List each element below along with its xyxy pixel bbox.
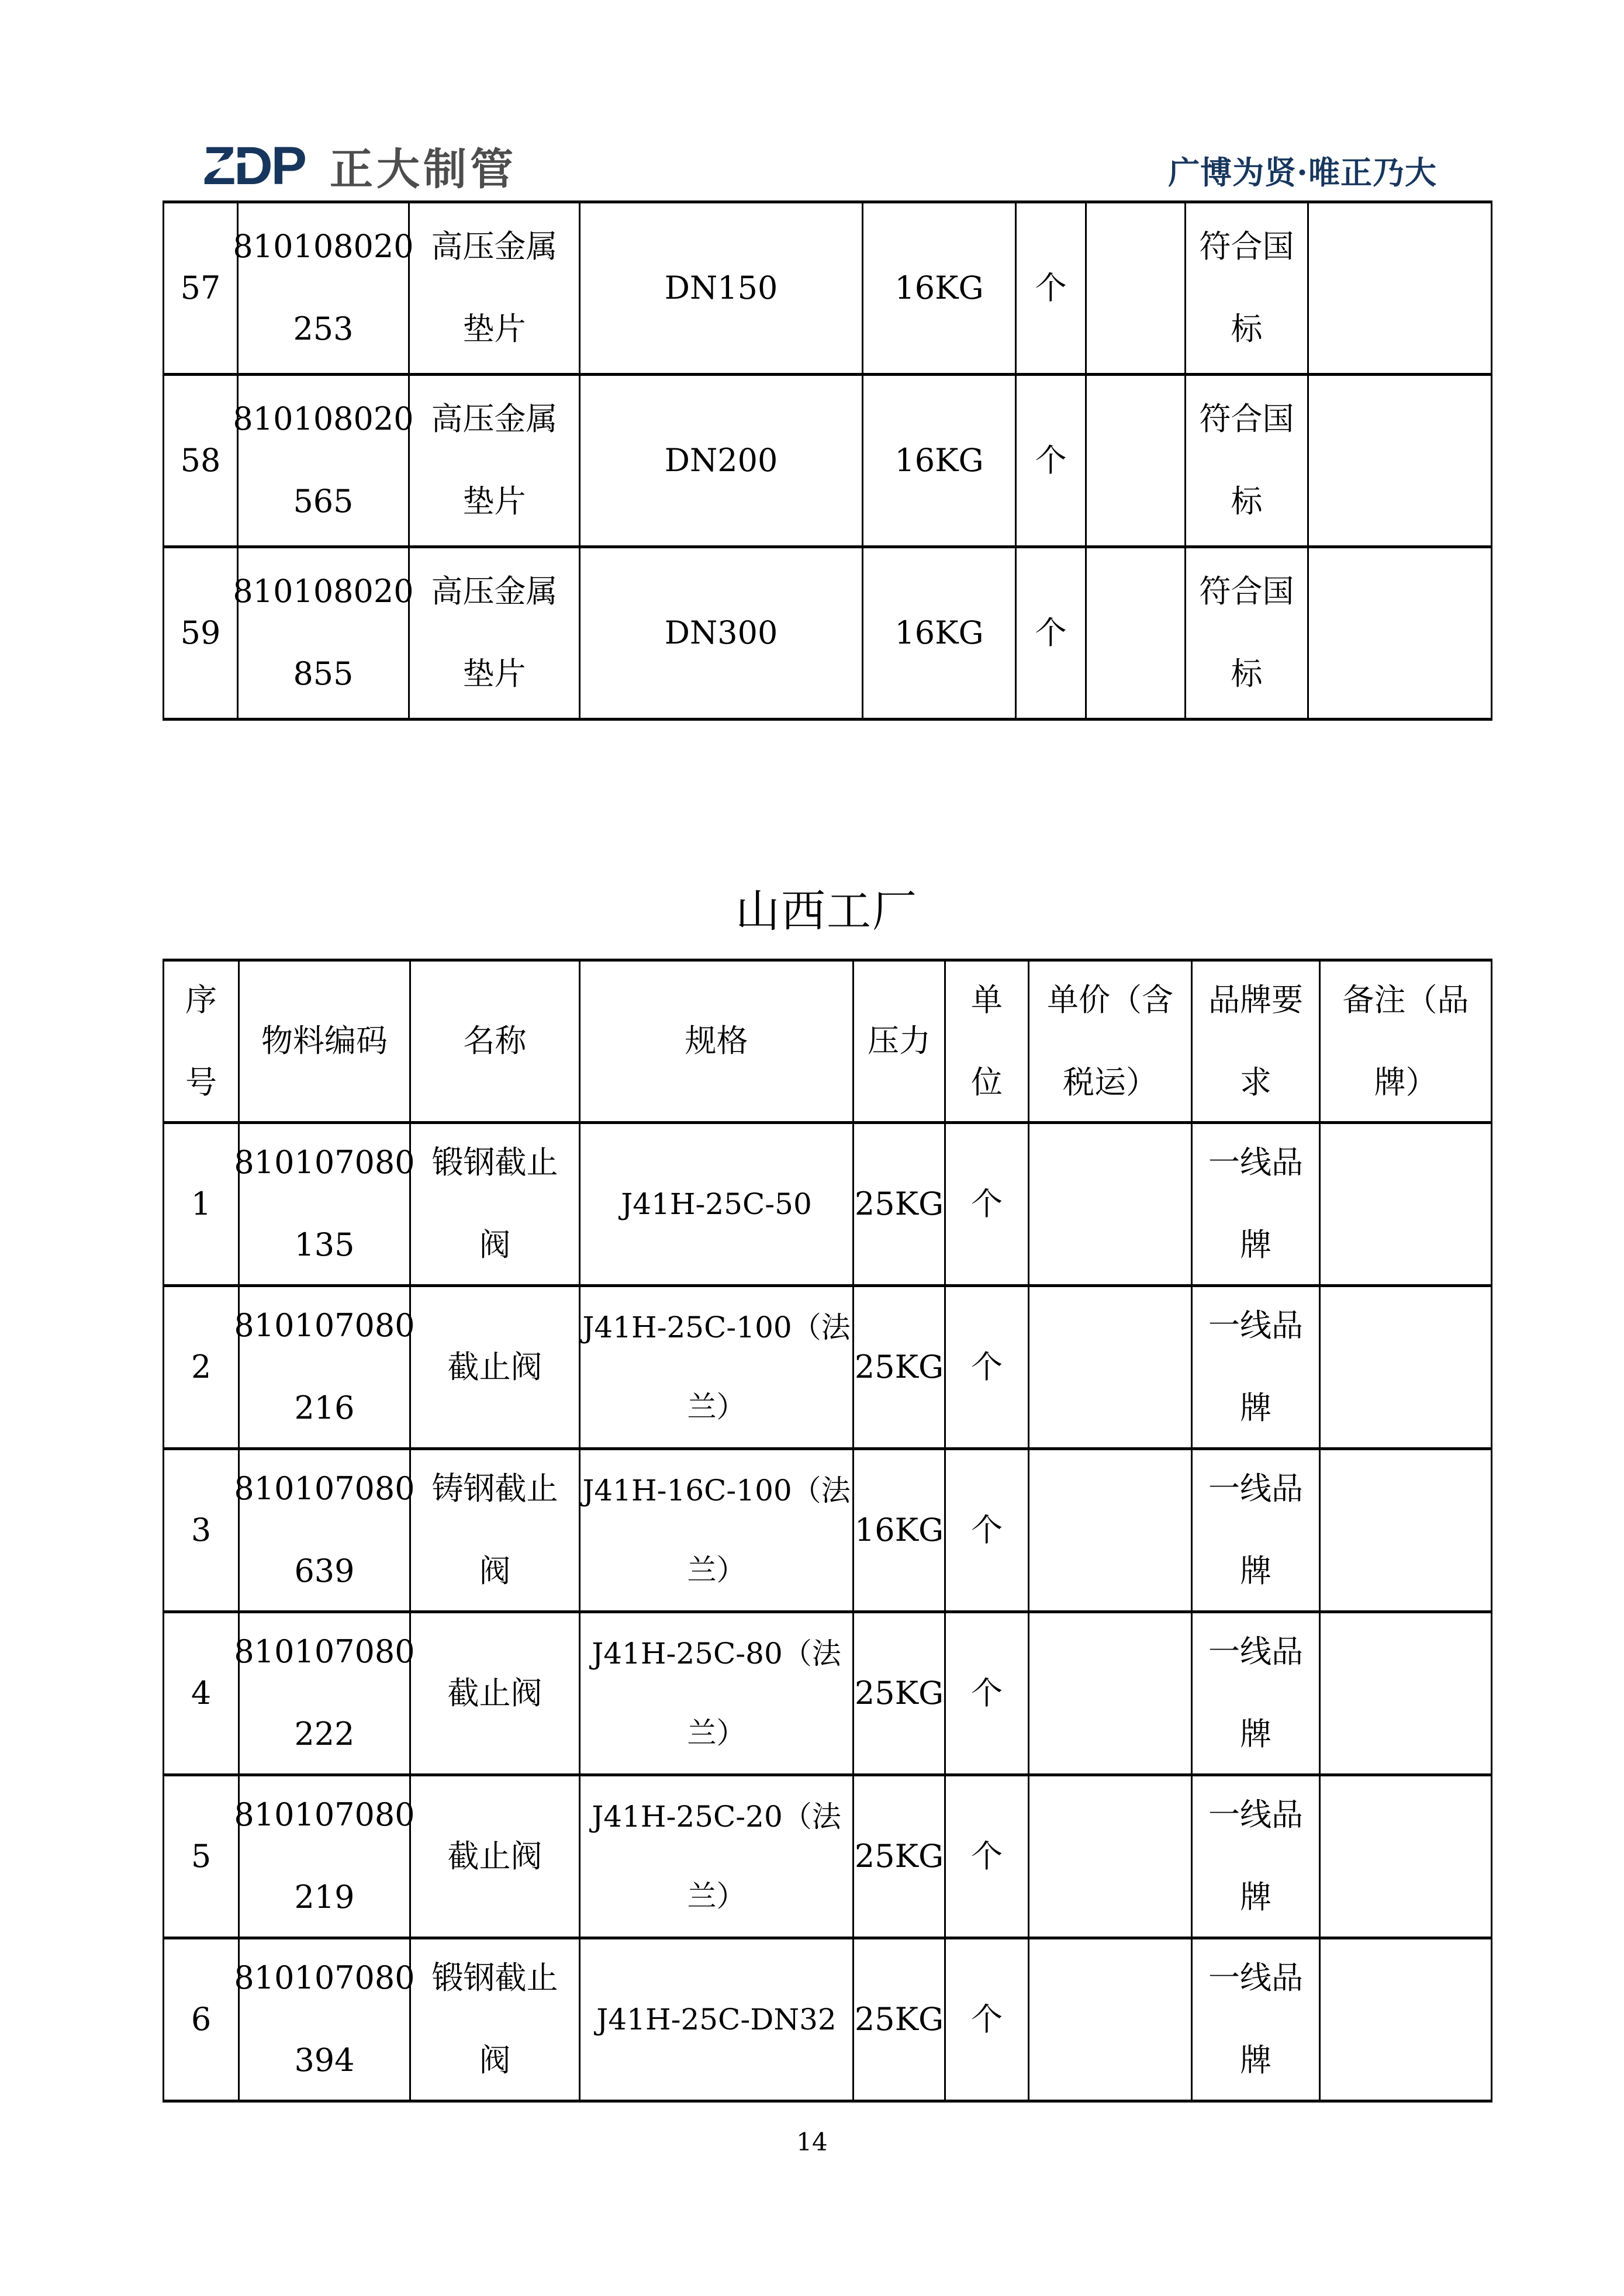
cell-line: 810107080 xyxy=(234,1144,415,1181)
cell-price xyxy=(1029,1449,1192,1612)
cell-code xyxy=(234,1286,415,1449)
cell-line: 兰） xyxy=(687,1879,746,1913)
cell-spec xyxy=(580,1775,854,1938)
cell-header-code xyxy=(239,960,410,1123)
cell-line: 阀 xyxy=(479,1552,511,1589)
cell-spec xyxy=(580,1612,854,1775)
cell-line: 符合国 xyxy=(1199,228,1294,265)
cell-line: 名称 xyxy=(463,1022,527,1060)
cell-spec xyxy=(580,375,863,547)
cell-line: 个 xyxy=(971,1511,1003,1548)
cell-pressure xyxy=(854,1775,945,1938)
cell-brand xyxy=(1192,1449,1320,1612)
cell-line: J41H-25C-50 xyxy=(621,1187,812,1221)
cell-line: 135 xyxy=(294,1226,355,1263)
cell-header-unit xyxy=(945,960,1029,1123)
cell-line: 一线品 xyxy=(1208,1633,1303,1671)
cell-line: 垫片 xyxy=(462,310,526,347)
cell-line: 标 xyxy=(1231,655,1263,692)
cell-line: 16KG xyxy=(894,269,984,306)
cell-line: 16KG xyxy=(894,614,984,651)
cell-line: 截止阀 xyxy=(447,1348,543,1385)
cell-line: 57 xyxy=(180,269,221,306)
cell-header-brand xyxy=(1192,960,1320,1123)
cell-pressure xyxy=(854,1938,945,2101)
cell-seq xyxy=(164,1938,239,2101)
cell-note xyxy=(1320,1775,1492,1938)
cell-line: 兰） xyxy=(687,1390,746,1424)
cell-line: 个 xyxy=(971,1185,1003,1222)
cell-spec xyxy=(580,202,863,375)
cell-line: 截止阀 xyxy=(447,1674,543,1711)
cell-seq xyxy=(164,1449,239,1612)
cell-line: 高压金属 xyxy=(431,228,558,265)
cell-unit xyxy=(1016,547,1086,720)
cell-line: 6 xyxy=(191,2000,212,2038)
cell-seq xyxy=(164,375,238,547)
cell-line: 牌 xyxy=(1240,1552,1271,1589)
table-row xyxy=(164,547,1492,720)
cell-seq xyxy=(164,1286,239,1449)
cell-pressure xyxy=(863,202,1016,375)
cell-line: 253 xyxy=(293,310,354,347)
cell-spec xyxy=(580,1286,854,1449)
cell-code xyxy=(234,1775,415,1938)
cell-line: 号 xyxy=(185,1063,217,1101)
cell-line: 个 xyxy=(971,1348,1003,1385)
cell-line: 25KG xyxy=(854,1348,944,1385)
cell-code xyxy=(234,1123,415,1286)
cell-seq xyxy=(164,1123,239,1286)
cell-line: 个 xyxy=(971,2000,1003,2038)
cell-line: 税运） xyxy=(1063,1063,1157,1101)
cell-brand xyxy=(1192,1775,1320,1938)
cell-brand xyxy=(1186,202,1308,375)
cell-price xyxy=(1029,1775,1192,1938)
cell-line: 兰） xyxy=(687,1553,746,1587)
cell-name xyxy=(410,1123,580,1286)
cell-name xyxy=(410,1612,580,1775)
cell-line: 符合国 xyxy=(1199,400,1294,438)
cell-spec xyxy=(580,1449,854,1612)
table-row xyxy=(164,375,1492,547)
cell-line: 810108020 xyxy=(233,228,414,265)
cell-line: 截止阀 xyxy=(447,1837,543,1875)
cell-line: 394 xyxy=(294,2042,355,2079)
cell-code xyxy=(234,1449,415,1612)
cell-line: 一线品 xyxy=(1208,1796,1303,1834)
cell-line: 牌 xyxy=(1240,1389,1271,1426)
cell-line: 垫片 xyxy=(462,655,526,692)
cell-code xyxy=(234,1612,415,1775)
cell-pressure xyxy=(863,375,1016,547)
cell-line: 4 xyxy=(191,1674,212,1711)
cell-note xyxy=(1320,1123,1492,1286)
cell-brand xyxy=(1192,1938,1320,2101)
cell-line: 810107080 xyxy=(234,1959,415,1997)
cell-line: 855 xyxy=(293,655,354,692)
cell-line: 25KG xyxy=(854,1837,944,1875)
cell-unit xyxy=(945,1286,1029,1449)
cell-header-price xyxy=(1029,960,1192,1123)
page-number: 14 xyxy=(796,2128,828,2156)
cell-unit xyxy=(1016,375,1086,547)
cell-line: 个 xyxy=(1035,614,1067,651)
cell-pressure xyxy=(863,547,1016,720)
cell-line: 810107080 xyxy=(234,1633,415,1671)
cell-header-pressure xyxy=(854,960,945,1123)
cell-price xyxy=(1029,1612,1192,1775)
cell-line: 810107080 xyxy=(234,1307,415,1344)
cell-line: 规格 xyxy=(685,1022,748,1060)
cell-name xyxy=(410,1775,580,1938)
cell-header-note xyxy=(1320,960,1492,1123)
cell-note xyxy=(1320,1449,1492,1612)
cell-code xyxy=(233,202,414,375)
cell-line: 216 xyxy=(294,1389,355,1426)
cell-note xyxy=(1308,547,1492,720)
cell-line: 求 xyxy=(1240,1063,1271,1101)
cell-line: 物料编码 xyxy=(261,1022,388,1060)
cell-line: 锻钢截止 xyxy=(431,1144,558,1181)
cell-price xyxy=(1086,547,1186,720)
cell-line: 565 xyxy=(293,483,354,520)
section-title: 山西工厂 xyxy=(735,885,918,937)
cell-line: J41H-16C-100（法 xyxy=(582,1473,851,1507)
cell-line: 2 xyxy=(191,1348,212,1385)
cell-line: 个 xyxy=(1035,441,1067,479)
cell-line: 5 xyxy=(191,1837,212,1875)
cell-pressure xyxy=(854,1123,945,1286)
cell-line: 59 xyxy=(180,614,221,651)
zdp-logo-icon xyxy=(203,136,305,196)
cell-seq xyxy=(164,1775,239,1938)
cell-line: 810107080 xyxy=(234,1796,415,1834)
cell-price xyxy=(1029,1123,1192,1286)
cell-unit xyxy=(945,1123,1029,1286)
cell-unit xyxy=(945,1938,1029,2101)
table-row xyxy=(164,1123,1492,1286)
cell-header-spec xyxy=(580,960,854,1123)
cell-brand xyxy=(1186,375,1308,547)
cell-code xyxy=(233,375,414,547)
cell-line: 标 xyxy=(1231,310,1263,347)
cell-line: 标 xyxy=(1231,483,1263,520)
table-row xyxy=(164,1449,1492,1612)
cell-line: 牌 xyxy=(1240,1226,1271,1263)
cell-line: 高压金属 xyxy=(431,400,558,438)
cell-line: 16KG xyxy=(894,441,984,479)
table-row xyxy=(164,1938,1492,2101)
table-row xyxy=(164,1612,1492,1775)
cell-name xyxy=(409,202,580,375)
cell-seq xyxy=(164,1612,239,1775)
cell-line: 兰） xyxy=(687,1716,746,1750)
cell-line: 一线品 xyxy=(1208,1144,1303,1181)
cell-line: 铸钢截止 xyxy=(431,1470,558,1507)
cell-line: 639 xyxy=(294,1552,355,1589)
cell-seq xyxy=(164,202,238,375)
cell-line: 牌） xyxy=(1374,1063,1438,1101)
zdp-logo-text: ZDP xyxy=(203,136,305,196)
cell-line: 牌 xyxy=(1240,1879,1271,1915)
cell-line: 阀 xyxy=(479,1226,511,1263)
cell-spec xyxy=(580,1938,854,2101)
cell-price xyxy=(1086,202,1186,375)
cell-name xyxy=(409,547,580,720)
cell-note xyxy=(1308,375,1492,547)
cell-line: 位 xyxy=(971,1063,1003,1101)
table-row xyxy=(164,202,1492,375)
cell-line: DN200 xyxy=(664,441,778,479)
company-logo xyxy=(203,136,517,196)
cell-brand xyxy=(1192,1286,1320,1449)
cell-note xyxy=(1320,1612,1492,1775)
cell-line: 压力 xyxy=(868,1022,931,1060)
cell-line: 3 xyxy=(191,1511,212,1548)
cell-name xyxy=(410,1449,580,1612)
cell-name xyxy=(410,1286,580,1449)
table-row xyxy=(164,1775,1492,1938)
cell-price xyxy=(1086,375,1186,547)
cell-line: DN300 xyxy=(664,614,778,651)
company-name: 正大制管 xyxy=(330,145,517,193)
cell-line: 16KG xyxy=(854,1511,944,1548)
cell-price xyxy=(1029,1938,1192,2101)
cell-line: 810108020 xyxy=(233,400,414,438)
cell-unit xyxy=(1016,202,1086,375)
cell-line: J41H-25C-100（法 xyxy=(582,1310,851,1344)
cell-brand xyxy=(1186,547,1308,720)
cell-pressure xyxy=(854,1612,945,1775)
cell-line: 高压金属 xyxy=(431,573,558,610)
cell-spec xyxy=(580,1123,854,1286)
cell-line: 219 xyxy=(294,1879,355,1915)
cell-pressure xyxy=(854,1286,945,1449)
cell-line: 序 xyxy=(185,981,217,1018)
cell-line: 品牌要 xyxy=(1208,981,1303,1018)
cell-line: 单 xyxy=(971,981,1003,1018)
cell-line: 牌 xyxy=(1240,1716,1271,1752)
table-header-row xyxy=(164,960,1492,1123)
cell-pressure xyxy=(854,1449,945,1612)
table-row xyxy=(164,1286,1492,1449)
cell-unit xyxy=(945,1449,1029,1612)
cell-price xyxy=(1029,1286,1192,1449)
cell-line: 个 xyxy=(971,1674,1003,1711)
cell-line: J41H-25C-DN32 xyxy=(596,2002,837,2036)
cell-header-seq xyxy=(164,960,239,1123)
cell-line: 备注（品 xyxy=(1342,981,1469,1018)
cell-note xyxy=(1308,202,1492,375)
cell-line: 25KG xyxy=(854,2000,944,2038)
cell-code xyxy=(233,547,414,720)
cell-note xyxy=(1320,1938,1492,2101)
cell-line: DN150 xyxy=(664,269,778,306)
cell-line: 222 xyxy=(294,1716,355,1752)
cell-name xyxy=(410,1938,580,2101)
cell-code xyxy=(234,1938,415,2101)
gasket-table-continuation xyxy=(163,200,1492,721)
cell-unit xyxy=(945,1775,1029,1938)
cell-line: J41H-25C-80（法 xyxy=(592,1636,841,1671)
cell-line: 810108020 xyxy=(233,573,414,610)
cell-spec xyxy=(580,547,863,720)
cell-unit xyxy=(945,1612,1029,1775)
cell-brand xyxy=(1192,1123,1320,1286)
cell-line: 一线品 xyxy=(1208,1959,1303,1997)
cell-line: 个 xyxy=(1035,269,1067,306)
cell-line: 810107080 xyxy=(234,1470,415,1507)
cell-line: 牌 xyxy=(1240,2042,1271,2079)
cell-brand xyxy=(1192,1612,1320,1775)
company-slogan: 广博为贤·唯正乃大 xyxy=(1168,154,1437,191)
cell-line: 锻钢截止 xyxy=(431,1959,558,1997)
cell-line: 一线品 xyxy=(1208,1307,1303,1344)
shanxi-factory-table xyxy=(163,959,1492,2103)
cell-line: 符合国 xyxy=(1199,573,1294,610)
cell-note xyxy=(1320,1286,1492,1449)
cell-line: 58 xyxy=(180,441,221,479)
cell-header-name xyxy=(410,960,580,1123)
cell-line: J41H-25C-20（法 xyxy=(592,1799,841,1834)
cell-line: 垫片 xyxy=(462,483,526,520)
cell-line: 25KG xyxy=(854,1185,944,1222)
cell-seq xyxy=(164,547,238,720)
cell-line: 个 xyxy=(971,1837,1003,1875)
cell-name xyxy=(409,375,580,547)
cell-line: 单价（含 xyxy=(1047,981,1173,1018)
cell-line: 阀 xyxy=(479,2042,511,2079)
cell-line: 1 xyxy=(191,1185,212,1222)
cell-line: 25KG xyxy=(854,1674,944,1711)
cell-line: 一线品 xyxy=(1208,1470,1303,1507)
